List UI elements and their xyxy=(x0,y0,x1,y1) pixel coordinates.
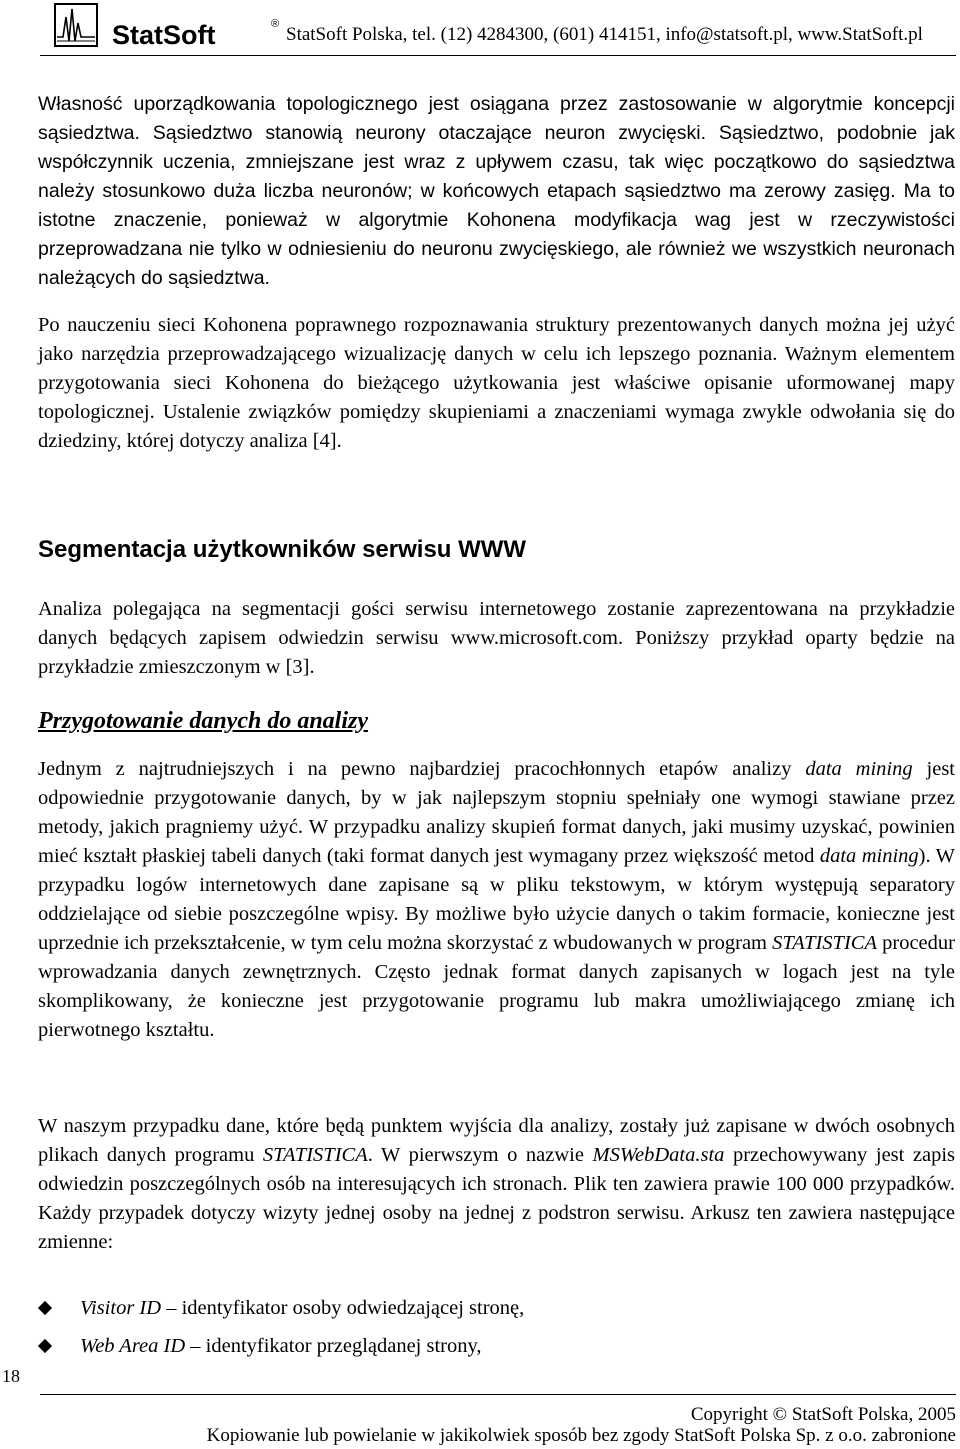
list-item xyxy=(38,1331,938,1369)
list-item xyxy=(38,1293,938,1331)
p5-term-filename: MSWebData.sta xyxy=(592,1144,725,1166)
variable-list xyxy=(38,1293,938,1369)
p4-term-data-mining-2: data mining xyxy=(819,845,919,867)
logo-wordmark: StatSoft xyxy=(112,20,216,50)
footer-notice: Kopiowanie lub powielanie w jakikolwiek sposób bez zgody StatSoft Polska Sp. z o.o. zabronione xyxy=(206,1425,956,1446)
list-item-term: Web Area ID xyxy=(80,1335,186,1357)
paragraph-5 xyxy=(38,1112,955,1257)
paragraph-3-text: Analiza polegająca na segmentacji gości serwisu internetowego zostanie zaprezentowana na przykładzie danych będących zapisem odwiedzin serwisu www.microsoft.com. Poniższy przykład oparty będzie na przykładzie zmieszczonym w [3]. xyxy=(38,598,955,678)
paragraph-3 xyxy=(38,595,955,682)
p5-term-statistica: STATISTICA xyxy=(262,1144,368,1166)
paragraph-4 xyxy=(38,755,955,1045)
list-item-term: Visitor ID xyxy=(80,1297,162,1319)
paragraph-1-text: Własność uporządkowania topologicznego jest osiągana przez zastosowanie w algorytmie koncepcji sąsiedztwa. Sąsiedztwo stanowią neurony otaczające neuron zwycięski. Sąsiedztwo, podobnie jak współczynnik uczenia, zmniejszane jest wraz z upływem czasu, tak więc początkowo do sąsiedztwa należy stosunkowo duża liczba neuronów; w końcowych etapach sąsiedztwo ma zerowy zasięg. xyxy=(38,93,955,202)
page-header xyxy=(40,0,960,52)
p4-part-d: procedur wprowadzania danych zewnętrznych. Często jednak format danych zapisanych w logach jest na tyle skomplikowany, że konieczne jest przygotowanie programu lub makra umożliwiającego zmianę ich pierwotnego kształtu. xyxy=(38,932,955,1041)
page-number: 18 xyxy=(2,1366,20,1386)
registered-mark: ® xyxy=(271,18,280,30)
list-item-desc: – identyfikator osoby odwiedzającej stronę, xyxy=(161,1297,525,1319)
diamond-bullet-icon xyxy=(38,1301,52,1315)
header-contact: StatSoft Polska, tel. (12) 4284300, (601) 414151, info@statsoft.pl, www.StatSoft.pl xyxy=(286,24,923,45)
paragraph-1 xyxy=(38,90,955,293)
p4-term-data-mining: data mining xyxy=(805,758,913,780)
p4-part-a: Jednym z najtrudniejszych i na pewno najbardziej pracochłonnych etapów analizy xyxy=(38,758,806,780)
statsoft-logo-icon xyxy=(54,3,98,47)
paragraph-2-text: Po nauczeniu sieci Kohonena poprawnego rozpoznawania struktury prezentowanych danych można jej użyć jako narzędzia przeprowadzającego wizualizację danych w celu ich lepszego poznania. Ważnym elementem przygotowania sieci Kohonena do bieżącego użytkowania jest właściwe opisanie uformowanej mapy topologicznej. Ustalenie związków pomiędzy skupieniami a znaczeniami wymaga zwykle odwołania się do dziedziny, której dotyczy analiza [4]. xyxy=(38,314,955,452)
list-item-desc: – identyfikator przeglądanej strony, xyxy=(185,1335,482,1357)
p5-part-a: W naszym przypadku dane, które będą punktem wyjścia dla analizy, zostały już zapisane w dwóch osobnych plikach danych programu xyxy=(38,1115,955,1166)
p5-part-c: przechowywany jest zapis odwiedzin poszczególnych osób na interesujących ich stronach. Plik ten zawiera prawie 100 000 przypadków. Każdy przypadek dotyczy wizyty jednej osoby na jednej z podstron serwisu. Arkusz ten zawiera następujące zmienne: xyxy=(38,1144,956,1253)
footer-divider xyxy=(40,1394,956,1395)
diamond-bullet-icon xyxy=(38,1339,52,1353)
statsoft-logo xyxy=(54,3,280,51)
section-heading: Segmentacja użytkowników serwisu WWW xyxy=(38,536,527,563)
p4-part-c: ). W przypadku logów internetowych dane zapisane są w pliku tekstowym, w którym występują separatory oddzielające od siebie poszczególne wpisy. By możliwe było użycie danych o takim formacie, konieczne jest uprzednie ich przekształcenie, w tym celu można skorzystać z wbudowanych w program xyxy=(38,845,955,954)
paragraph-1-continued: Ma to istotne znaczenie, ponieważ w algorytmie Kohonena modyfikacja wag jest w rzeczywistości przeprowadzana nie tylko w odniesieniu do neuronu zwycięskiego, ale również we wszystkich neuronach należących do sąsiedztwa. xyxy=(38,180,956,289)
subsection-heading: Przygotowanie danych do analizy xyxy=(38,708,369,734)
header-divider xyxy=(40,55,956,56)
p4-term-statistica: STATISTICA xyxy=(772,932,877,954)
p4-part-b: jest odpowiednie przygotowanie danych, by w jak najlepszym stopniu spełniały one wymogi stawiane przez metody, jakich pragniemy użyć. W przypadku analizy skupień format danych, jaki musimy uzyskać, powinien mieć kształt płaskiej tabeli danych (taki format danych jest wymagany przez większość metod xyxy=(38,758,956,867)
paragraph-2 xyxy=(38,311,955,456)
footer-copyright: Copyright © StatSoft Polska, 2005 xyxy=(690,1404,956,1425)
p5-part-b: . W pierwszym o nazwie xyxy=(367,1144,593,1166)
